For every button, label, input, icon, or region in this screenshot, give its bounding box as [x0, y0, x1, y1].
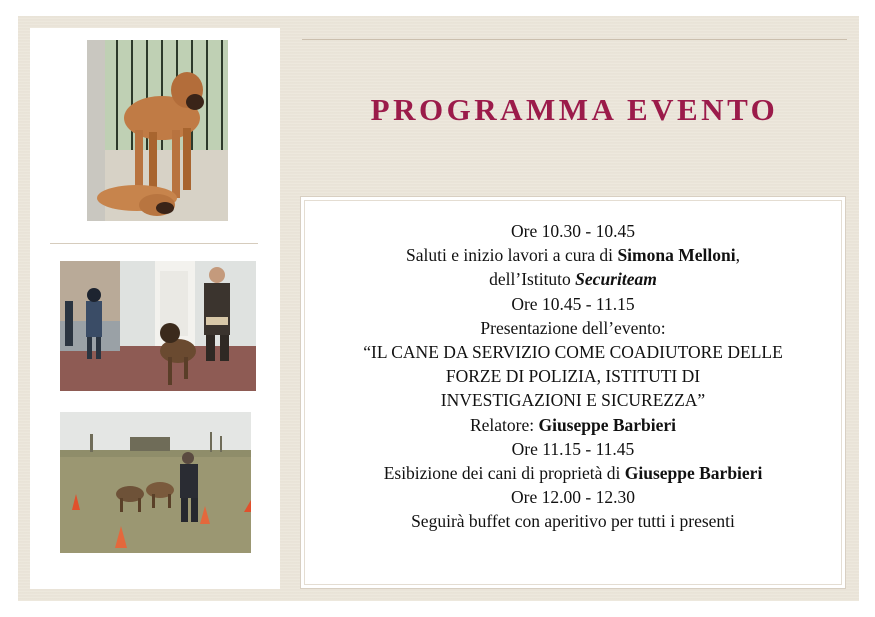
slot-1-description: [301, 243, 845, 267]
dogs-field-exhibition-photo: [60, 412, 251, 553]
slot-3-time: Ore 11.15 - 11.45: [511, 438, 635, 459]
slot-3-description: [301, 461, 845, 485]
slot-3-speaker: Giuseppe Barbieri: [624, 463, 763, 484]
slot-1-speaker: Simona Melloni: [617, 245, 736, 266]
slot-2-speaker-line: [301, 413, 845, 437]
top-divider: [302, 39, 847, 40]
slot-2-speaker: Giuseppe Barbieri: [538, 414, 677, 435]
slot-1-organization: [301, 267, 845, 291]
slot-2-title-line-2: FORZE DI POLIZIA, ISTITUTI DI: [445, 366, 701, 387]
slot-1-org: Securiteam: [575, 269, 657, 290]
slot-1-text-end: ,: [735, 245, 740, 266]
slot-2-description: Presentazione dell’evento:: [480, 317, 666, 338]
slot-1-time: Ore 10.30 - 10.45: [511, 221, 635, 241]
police-dog-training-photo: [60, 261, 256, 391]
slot-4-description: Seguirà buffet con aperitivo per tutti i presenti: [411, 511, 735, 532]
slot-2-title-line-3: INVESTIGAZIONI E SICUREZZA”: [440, 390, 706, 411]
slot-1-text: Saluti e inizio lavori a cura di: [406, 245, 618, 266]
program-schedule: [301, 219, 845, 534]
slot-4-time: Ore 12.00 - 12.30: [511, 487, 635, 508]
slot-3-text: Esibizione dei cani di proprietà di: [383, 463, 625, 484]
photo-divider: [50, 243, 258, 244]
slot-2-speaker-label: Relatore:: [469, 414, 539, 435]
slot-1-org-prefix: dell’Istituto: [489, 269, 576, 290]
mastiff-dogs-photo: [87, 40, 228, 221]
slot-2-time: Ore 10.45 - 11.15: [511, 293, 635, 314]
slot-2-title-line-1: “IL CANE DA SERVIZIO COME COADIUTORE DELLE: [363, 342, 783, 363]
program-box: [300, 196, 846, 589]
page-title: PROGRAMMA EVENTO: [370, 92, 779, 127]
